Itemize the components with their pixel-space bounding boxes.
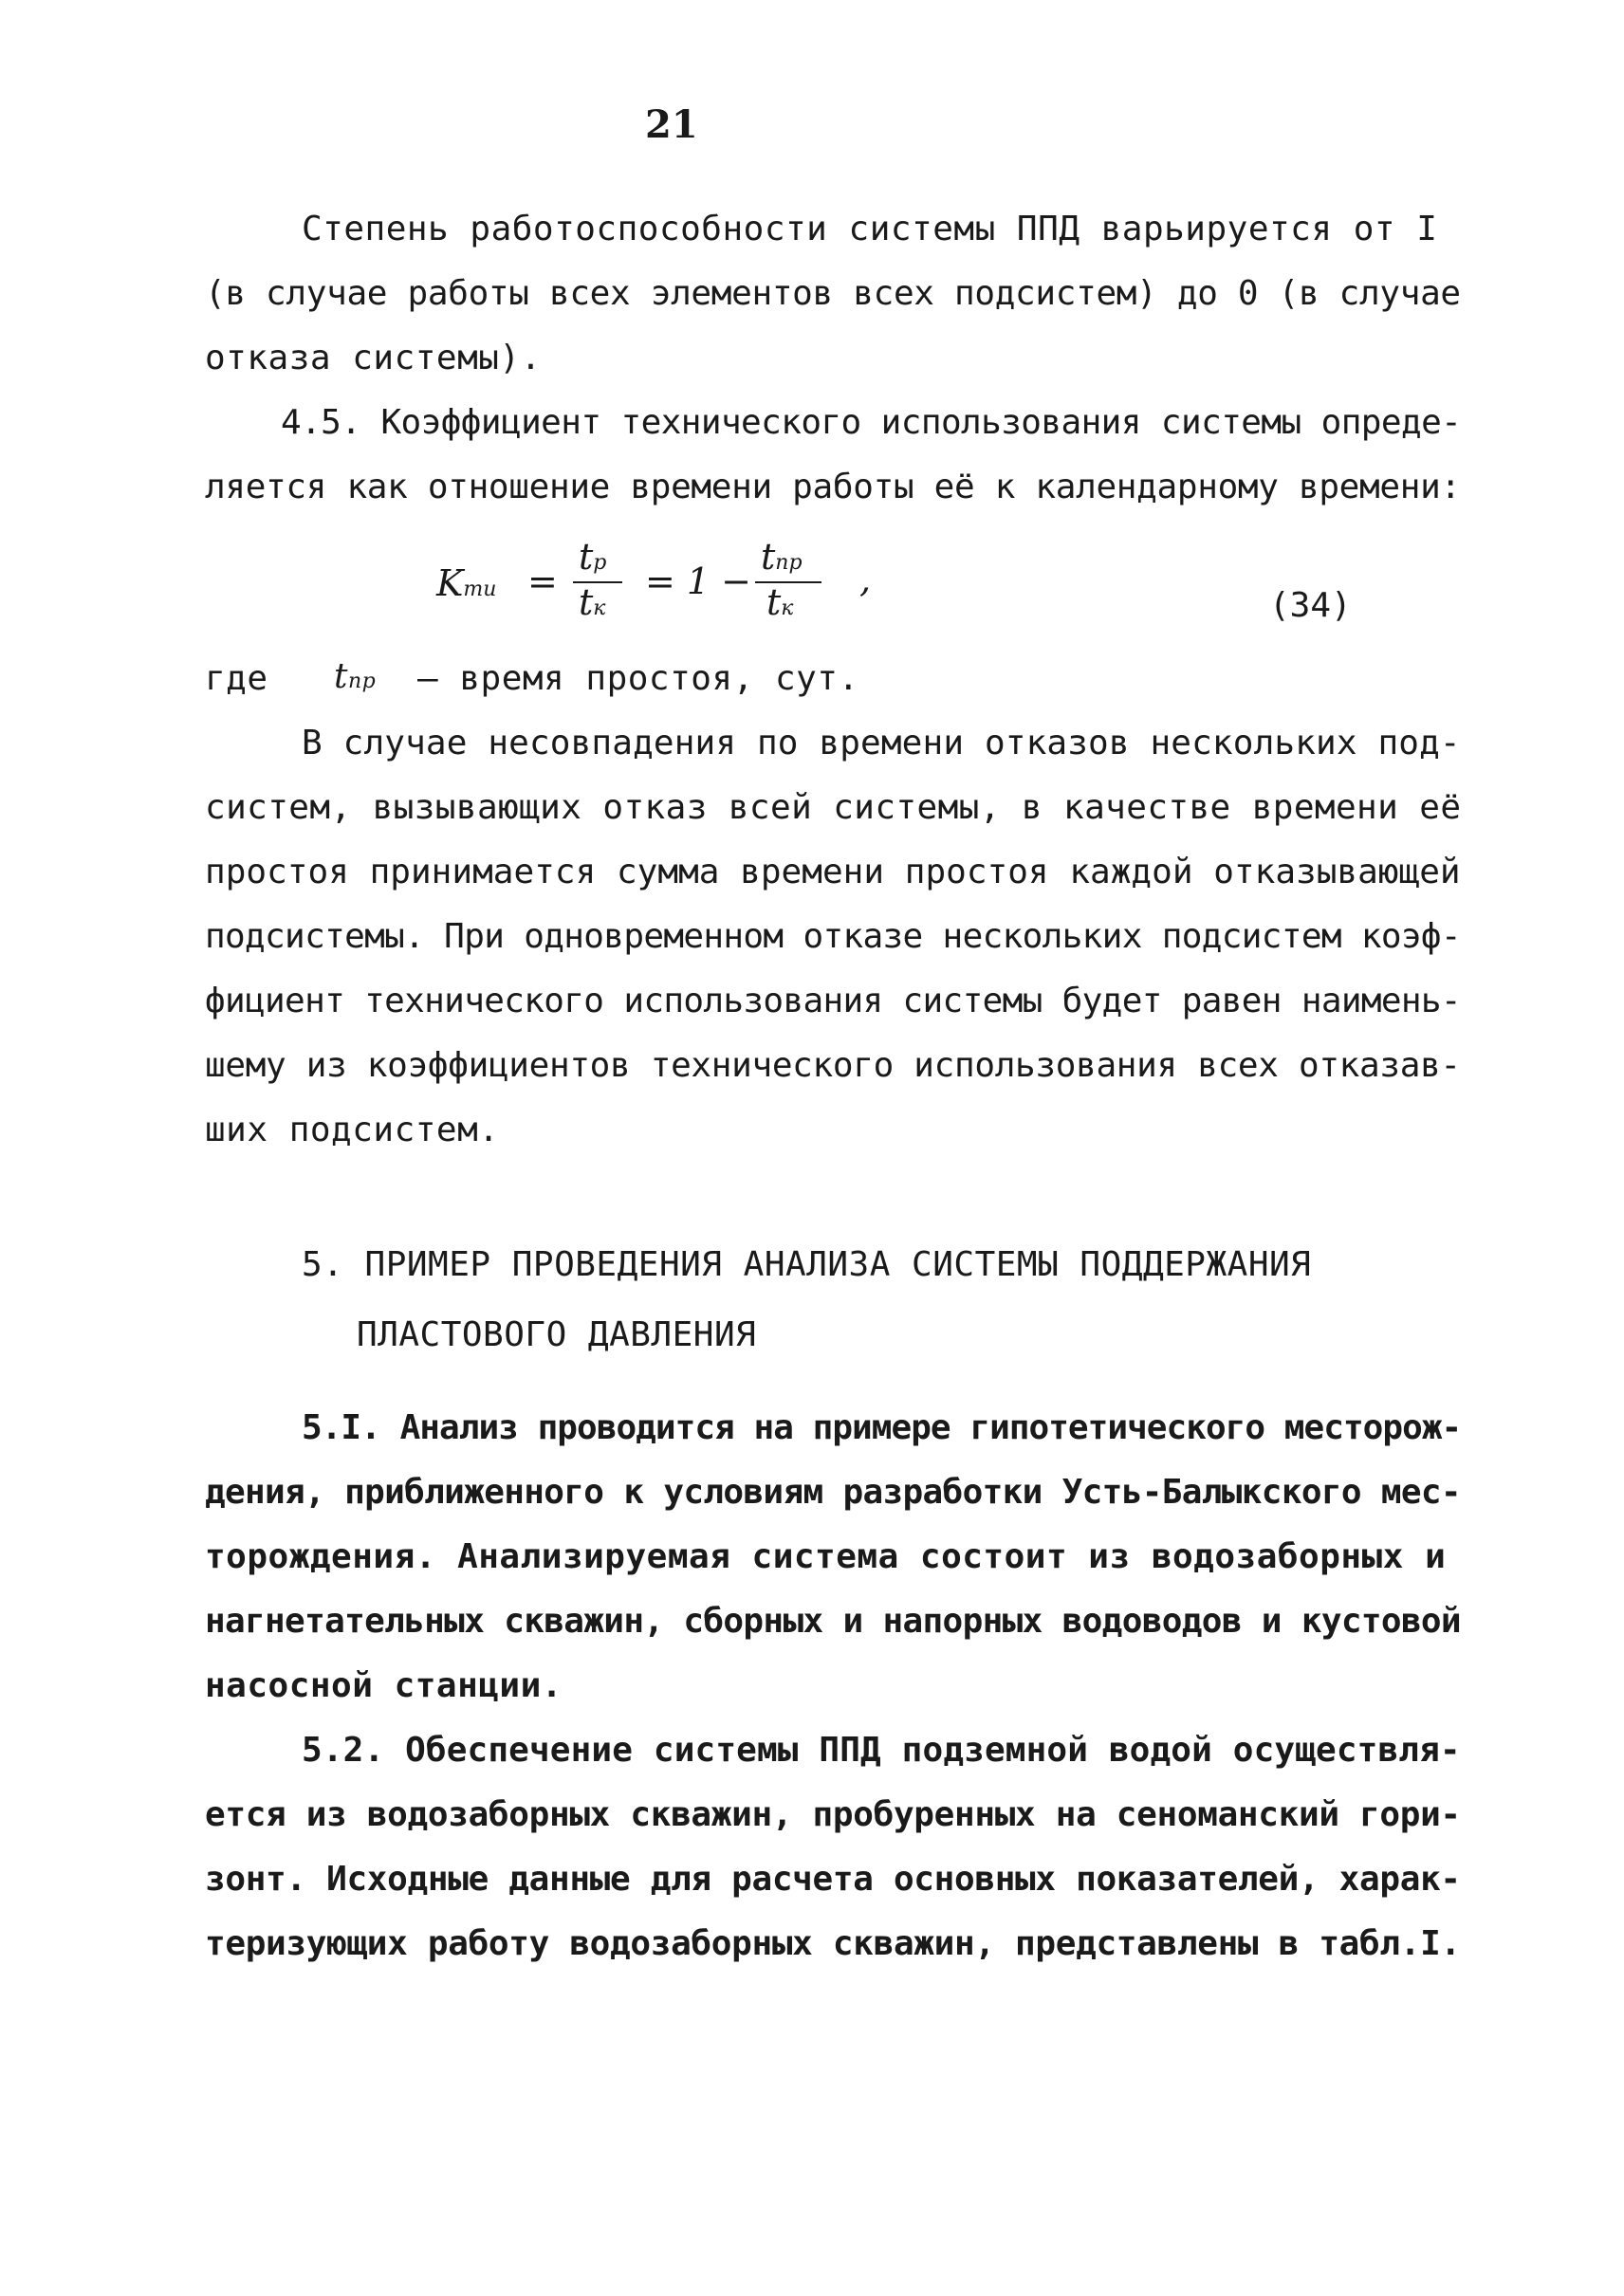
formula-numerator-1: tр <box>579 536 607 578</box>
text-line: ляется как отношение времени работы её к календарному времени: <box>205 468 1461 506</box>
equation-number: (34) <box>1269 586 1352 625</box>
heading-line: 5. ПРИМЕР ПРОВЕДЕНИЯ АНАЛИЗА СИСТЕМЫ ПОДДЕРЖАНИЯ <box>302 1245 1312 1284</box>
text-line: 5.I. Анализ проводится на примере гипотетического месторож- <box>302 1408 1462 1447</box>
where-word: где <box>205 659 268 698</box>
formula-denominator-2: tк <box>766 581 794 623</box>
heading-line: ПЛАСТОВОГО ДАВЛЕНИЯ <box>357 1315 757 1354</box>
where-symbol: tпр <box>334 657 377 696</box>
text-line: зонт. Исходные данные для расчета основных показателей, харак- <box>205 1860 1461 1899</box>
formula-numerator-2: tпр <box>761 536 803 578</box>
text-line: ется из водозаборных скважин, пробуренных на сеноманский гори- <box>205 1795 1461 1834</box>
text-line: шему из коэффициентов технического использования всех отказав- <box>205 1046 1461 1085</box>
formula-equals: = <box>527 560 558 602</box>
text-line: теризующих работу водозаборных скважин, представлены в табл.I. <box>205 1924 1461 1963</box>
formula-lhs: Kти <box>436 562 497 604</box>
text-line: подсистемы. При одновременном отказе нескольких подсистем коэф- <box>205 917 1461 956</box>
text-line: ших подсистем. <box>205 1111 500 1149</box>
text-line: нагнетательных скважин, сборных и напорных водоводов и кустовой <box>205 1602 1461 1641</box>
text-line: торождения. Анализируемая система состоит из водозаборных и <box>205 1537 1447 1576</box>
formula-one-minus: = 1 − <box>645 560 752 602</box>
text-line: 5.2. Обеспечение системы ППД подземной водой осуществля- <box>302 1731 1461 1770</box>
text-line: насосной станции. <box>205 1666 563 1705</box>
formula-denominator-1: tк <box>579 581 606 623</box>
text-line: отказа системы). <box>205 339 542 377</box>
text-line: В случае несовпадения по времени отказов нескольких под- <box>302 724 1461 762</box>
formula-comma: , <box>859 559 872 600</box>
text-line: Степень работоспособности системы ППД варьируется от I <box>302 210 1438 248</box>
where-text: – время простоя, сут. <box>417 659 859 698</box>
page-number: 21 <box>645 102 698 147</box>
text-line: простоя принимается сумма времени простоя каждой отказывающей <box>205 853 1461 891</box>
text-line: 4.5. Коэффициент технического использования системы опреде- <box>281 403 1462 442</box>
text-line: (в случае работы всех элементов всех подсистем) до 0 (в случае <box>205 274 1461 313</box>
text-line: систем, вызывающих отказ всей системы, в качестве времени её <box>205 788 1462 827</box>
text-line: фициент технического использования системы будет равен наимень- <box>205 982 1461 1020</box>
text-line: дения, приближенного к условиям разработки Усть-Балыкского мес- <box>205 1473 1461 1512</box>
